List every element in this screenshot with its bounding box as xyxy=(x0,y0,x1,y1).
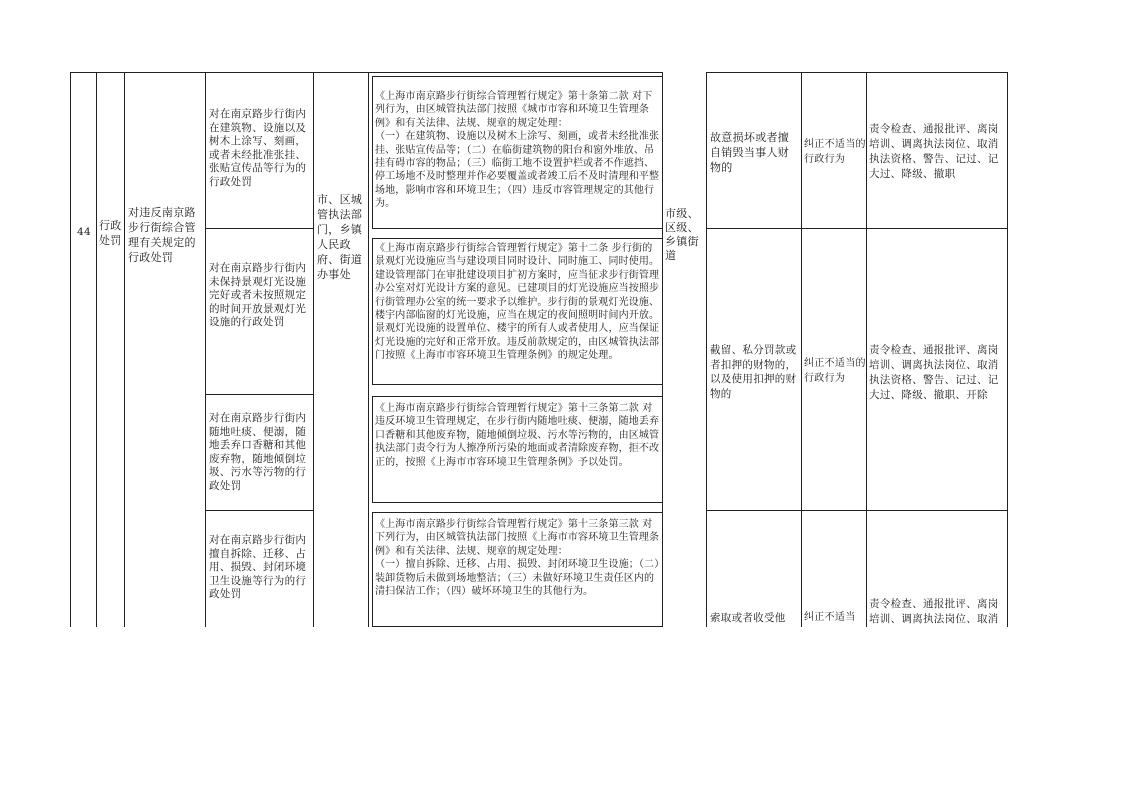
basis-box-2-top xyxy=(372,238,663,239)
level-cell: 市级、区级、乡镇街道 xyxy=(665,207,699,262)
sub-item-name: 对在南京路步行街内在建筑物、设施以及树木上涂写、刻画，或者未经批准张挂、张贴宣传品等行为的行政处罚 xyxy=(209,108,307,188)
top-border-left xyxy=(70,72,662,73)
liability-penalty: 责令检查、通报批评、离岗培训、调离执法岗位、取消 xyxy=(869,598,999,625)
liability-circumstance: 截留、私分罚款或者扣押的财物的，以及使用扣押的财物的 xyxy=(710,344,797,400)
row-sep-2 xyxy=(205,394,313,395)
basis-box-1-bottom xyxy=(372,228,663,229)
col-line-9 xyxy=(801,72,802,627)
top-border-right xyxy=(706,72,1007,73)
legal-basis: 《上海市南京路步行街综合管理暂行规定》第十二条 步行街的景观灯光设施应当与建设项目同时设计、同时施工、同时使用。建设管理部门在审批建设项目扩初方案时，应当征求步行街管理办公室对灯光设计方案的意见。已建项目的灯光设施应当按照步行街管理办公室的统一要求予以维护。步行街的景观灯光设施、楼宇内部临窗的灯光设施，应当在规定的夜间照明时间内开放。景观灯光设施的设置单位、楼宇的所有人或者使用人，应当保证灯光设施的完好和正常开放。违反前款规定的，由区城管执法部门按照《上海市市容环境卫生管理条例》的规定处理。 xyxy=(375,243,660,362)
basis-box-1-left xyxy=(372,76,373,228)
col-line-10 xyxy=(866,72,867,627)
col-line-5 xyxy=(313,72,314,627)
item-name-cell: 对违反南京路步行街综合管理有关规定的行政处罚 xyxy=(128,206,196,264)
basis-box-3-left xyxy=(372,396,373,502)
sub-item-name: 对在南京路步行街内擅自拆除、迁移、占用、损毁、封闭环境卫生设施等行为的行政处罚 xyxy=(209,534,307,601)
category-cell: 行政处罚 xyxy=(99,219,122,247)
liability-sep-1 xyxy=(706,228,1007,229)
legal-basis: 《上海市南京路步行街综合管理暂行规定》第十三条第三款 对下列行为，由区城管执法部门按照《上海市市容环境卫生管理条例》和有关法律、法规、规章的规定处理： （一）擅自拆除、迁移、占用、损毁、封闭环境卫生设施；（二）装卸货物后未做到场地整洁；（三）未做好环境卫生责任区内的清扫保洁工作；（四）破坏环境卫生的其他行为。 xyxy=(375,519,660,598)
basis-box-3-bottom xyxy=(372,502,663,503)
liability-penalty: 责令检查、通报批评、离岗培训、调离执法岗位、取消执法资格、警告、记过、记大过、降级、撤职、开除 xyxy=(869,344,999,401)
row-number: 44 xyxy=(77,226,91,238)
liability-nature: 纠正不适当 xyxy=(804,612,856,623)
liability-sep-2 xyxy=(706,510,1007,511)
col-line-6 xyxy=(368,72,369,627)
col-line-7 xyxy=(662,72,663,627)
col-line-8 xyxy=(706,72,707,627)
liability-circumstance: 索取或者收受他 xyxy=(710,612,786,624)
basis-box-4-top xyxy=(372,512,663,513)
row-sep-3 xyxy=(205,510,313,511)
basis-box-1-top xyxy=(372,76,663,77)
sub-item-name: 对在南京路步行街内未保持景观灯光设施完好或者未按照规定的时间开放景观灯光设施的行政处罚 xyxy=(209,262,307,329)
basis-box-2-left xyxy=(372,238,373,384)
col-line-3 xyxy=(124,72,125,627)
basis-box-3-top xyxy=(372,396,663,397)
col-line-4 xyxy=(205,72,206,627)
col-line-1 xyxy=(70,72,71,627)
liability-nature: 纠正不适当的行政行为 xyxy=(804,358,866,384)
basis-box-4-bottom xyxy=(372,626,663,627)
sub-item-name: 对在南京路步行街内随地吐痰、便溺，随地丢弃口香糖和其他废弃物，随地倾倒垃圾、污水等污物的行政处罚 xyxy=(209,412,307,492)
col-line-11 xyxy=(1007,72,1008,627)
enforcer-cell: 市、区城管执法部门，乡镇人民政府、街道办事处 xyxy=(317,193,363,281)
row-sep-1 xyxy=(205,228,313,229)
liability-nature: 纠正不适当的行政行为 xyxy=(804,139,866,165)
legal-basis: 《上海市南京路步行街综合管理暂行规定》第十条第二款 对下列行为，由区城管执法部门按照《城市市容和环境卫生管理条例》和有关法律、法规、规章的规定处理： （一）在建筑物、设施以及树木上涂写、刻画，或者未经批准张挂、张贴宣传品等；（二）在临街建筑物的阳台和窗外堆放、吊挂有碍市容的物品；（三）临街工地不设置护栏或者不作遮挡、停工场地不及时整理并作必要覆盖或者竣工后不及时清理和平整场地，影响市容和环境卫生；（四）违反市容管理规定的其他行为。 xyxy=(375,91,660,210)
col-line-2 xyxy=(96,72,97,627)
basis-box-4-left xyxy=(372,512,373,626)
liability-circumstance: 故意损坏或者擅自销毁当事人财物的 xyxy=(710,131,790,174)
basis-box-2-bottom xyxy=(372,384,663,385)
liability-penalty: 责令检查、通报批评、离岗培训、调离执法岗位、取消执法资格、警告、记过、记大过、降级、撤职 xyxy=(869,123,999,180)
legal-basis: 《上海市南京路步行街综合管理暂行规定》第十三条第二款 对违反环境卫生管理规定，在步行街内随地吐痰、便溺，随地丢弃口香糖和其他废弃物，随地倾倒垃圾、污水等污物的，由区城管执法部门责令行为人擦净所污染的地面或者清除废弃物，拒不改正的，按照《上海市市容环境卫生管理条例》予以处罚。 xyxy=(375,403,660,468)
